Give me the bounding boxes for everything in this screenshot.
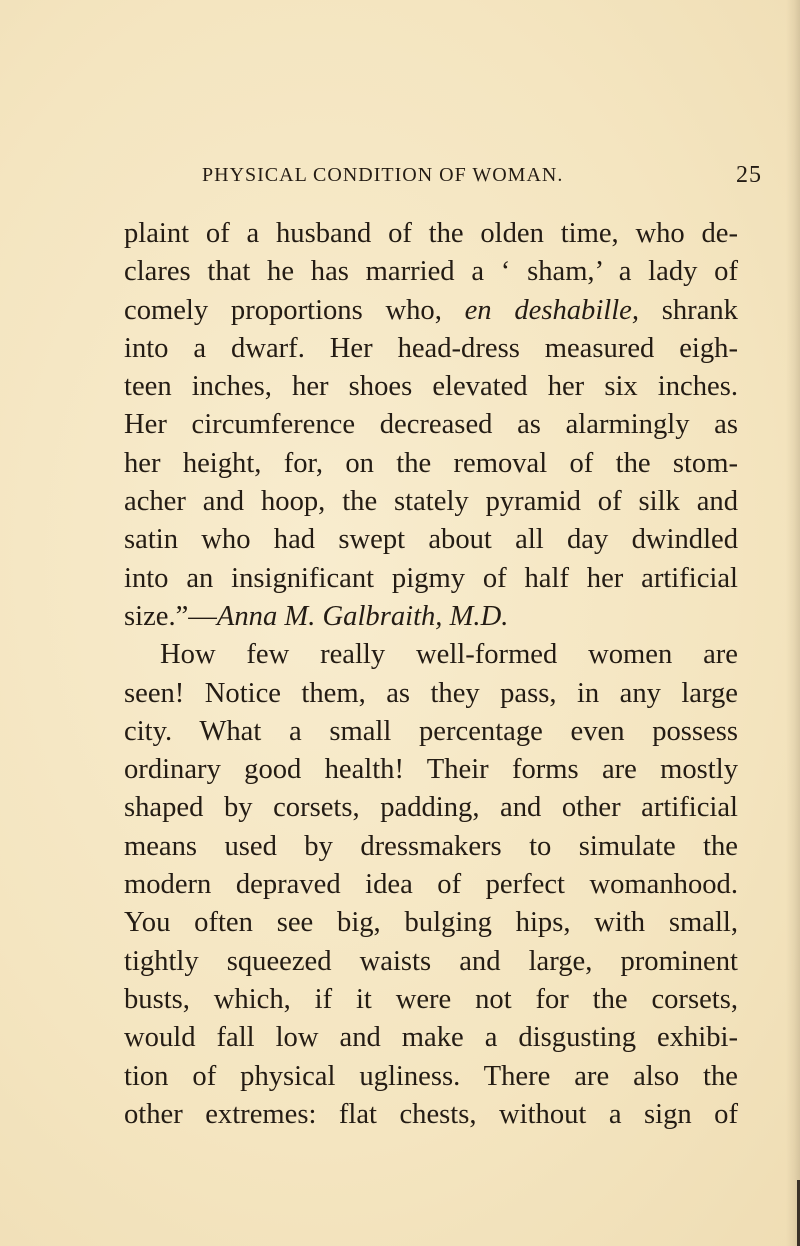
text-line: into an insignificant pigmy of half her artificial xyxy=(124,562,738,594)
text-line: into a dwarf. Her head-dress measured eigh- xyxy=(124,332,738,364)
text-line: acher and hoop, the stately pyramid of silk and xyxy=(124,486,738,518)
text-line: tightly squeezed waists and large, prominent xyxy=(124,945,738,977)
text-line: You often see big, bulging hips, with small, xyxy=(124,907,738,939)
text-line: means used by dressmakers to simulate the xyxy=(124,830,738,862)
text-line: would fall low and make a disgusting exhibi- xyxy=(124,1022,738,1054)
text-line: seen! Notice them, as they pass, in any large xyxy=(124,677,738,709)
text-line: her height, for, on the removal of the stom- xyxy=(124,447,738,479)
italic-phrase: en deshabille, xyxy=(464,294,640,326)
text-line: teen inches, her shoes elevated her six inches. xyxy=(124,371,738,403)
author-attribution: Anna M. Galbraith, M.D. xyxy=(216,600,509,632)
text-line: other extremes: flat chests, without a sign of xyxy=(124,1098,738,1130)
text-line xyxy=(124,292,738,330)
text-line: ordinary good health! Their forms are mostly xyxy=(124,754,738,786)
text-fragment: size.”— xyxy=(124,600,217,632)
text-fragment: shrank xyxy=(661,294,738,326)
text-line: busts, which, if it were not for the corsets, xyxy=(124,983,738,1015)
running-title: PHYSICAL CONDITION OF WOMAN. xyxy=(202,164,564,186)
text-line: plaint of a husband of the olden time, who de- xyxy=(124,218,738,249)
text-line: city. What a small percentage even possess xyxy=(124,715,738,747)
text-fragment: comely proportions who, xyxy=(124,294,442,326)
text-line: shaped by corsets, padding, and other artificial xyxy=(124,792,738,824)
text-line: modern depraved idea of perfect womanhood. xyxy=(124,869,738,901)
body-text xyxy=(124,215,738,1134)
text-line: tion of physical ugliness. There are also the xyxy=(124,1060,738,1092)
text-line xyxy=(124,598,738,636)
page-number: 25 xyxy=(736,162,762,188)
running-head xyxy=(202,164,762,194)
text-line: satin who had swept about all day dwindled xyxy=(124,524,738,556)
text-line: How few really well-formed women are xyxy=(160,639,738,671)
text-line: clares that he has married a ‘ sham,’ a lady of xyxy=(124,256,738,288)
page-edge-shadow xyxy=(786,0,800,1246)
text-line: Her circumference decreased as alarmingly as xyxy=(124,409,738,441)
